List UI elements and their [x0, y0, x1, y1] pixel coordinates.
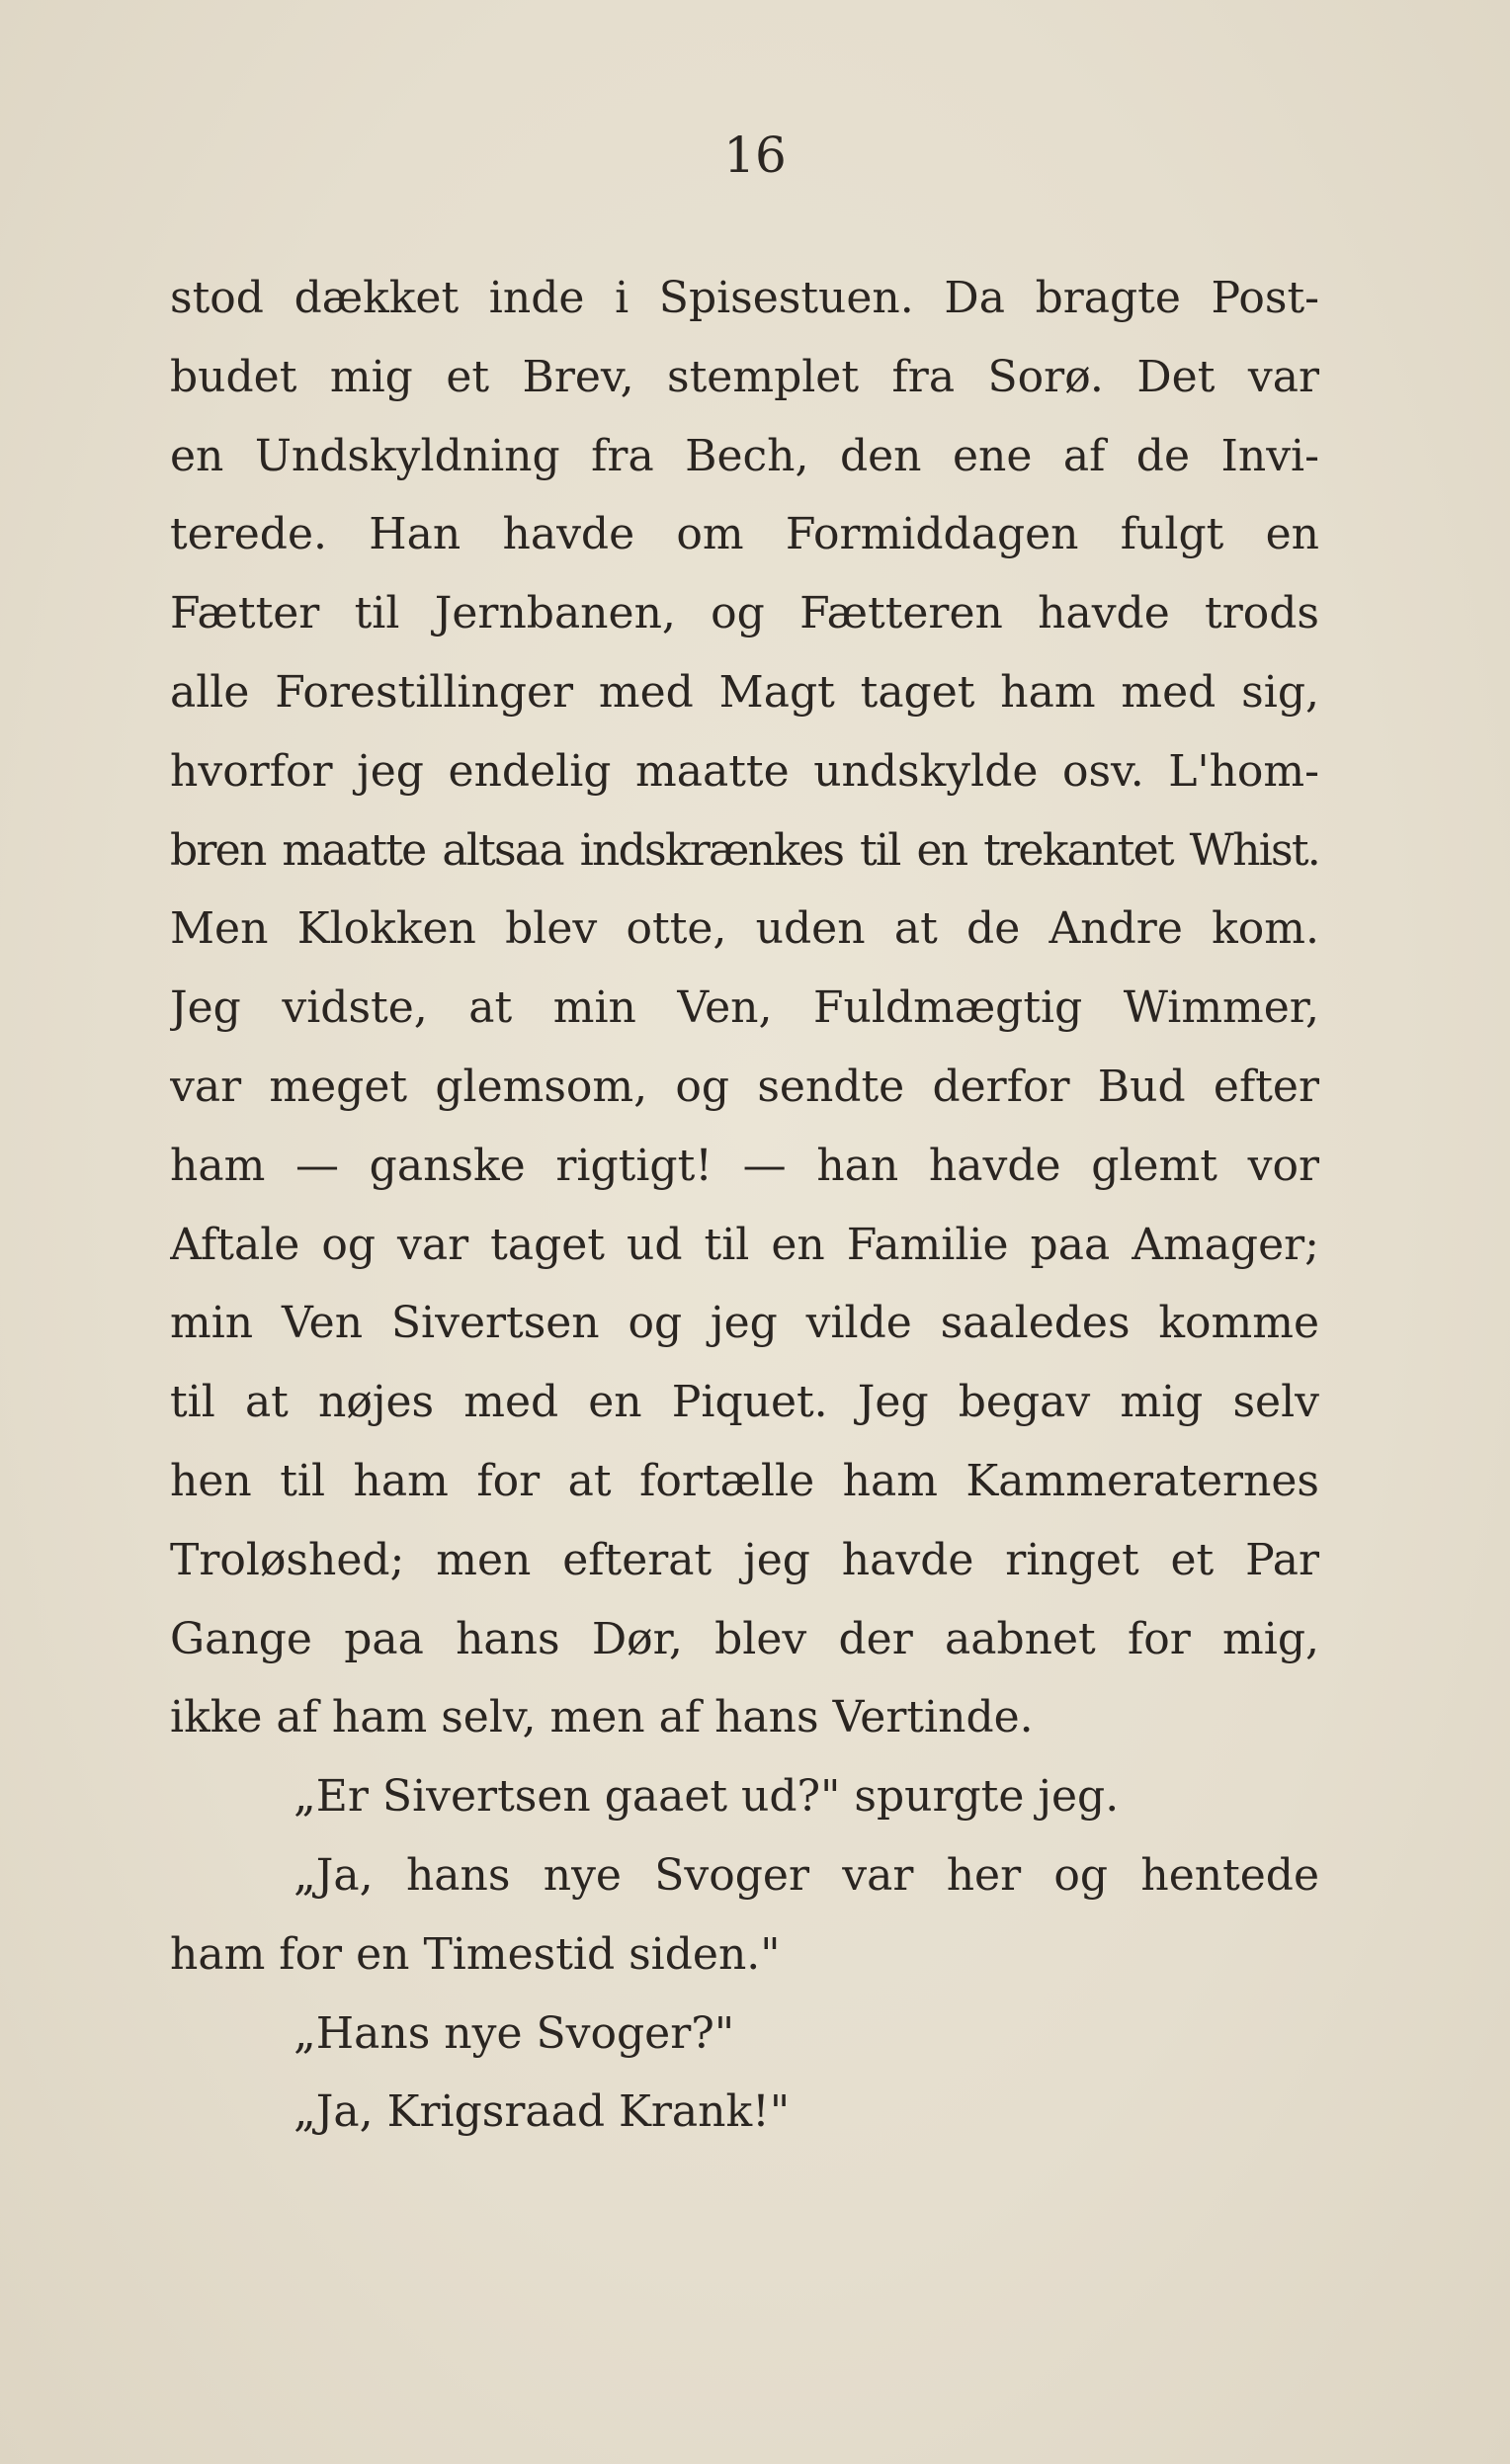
- text-line: min Ven Sivertsen og jeg vilde saaledes komme: [170, 1298, 1319, 1349]
- body-text: [170, 259, 1319, 2152]
- text-line: budet mig et Brev, stemplet fra Sorø. Det var: [170, 351, 1319, 402]
- text-line: en Undskyldning fra Bech, den ene af de Invi-: [170, 430, 1319, 481]
- text-line: hen til ham for at fortælle ham Kammeraternes: [170, 1455, 1319, 1506]
- paragraph: [170, 259, 1319, 1757]
- text-line: Fætter til Jernbanen, og Fætteren havde trods: [170, 588, 1319, 639]
- text-line: „Er Sivertsen gaaet ud?" spurgte jeg.: [294, 1771, 1120, 1823]
- paragraph: [170, 1995, 1319, 2074]
- text-line: Aftale og var taget ud til en Familie paa Amager;: [170, 1219, 1319, 1270]
- paragraph: [170, 2073, 1319, 2152]
- text-line: bren maatte altsaa indskrænkes til en trekantet Whist.: [170, 824, 1319, 876]
- text-line: „Ja, Krigsraad Krank!": [294, 2086, 791, 2138]
- text-line: alle Forestillinger med Magt taget ham med sig,: [170, 666, 1319, 718]
- text-line: var meget glemsom, og sendte derfor Bud efter: [170, 1061, 1319, 1112]
- paragraph: [170, 1836, 1319, 1995]
- text-line: stod dækket inde i Spisestuen. Da bragte Post-: [170, 273, 1319, 323]
- text-line: Gange paa hans Dør, blev der aabnet for mig,: [170, 1613, 1319, 1664]
- page-number: 16: [723, 127, 787, 184]
- text-line: ikke af ham selv, men af hans Vertinde.: [170, 1692, 1034, 1743]
- text-line: hvorfor jeg endelig maatte undskylde osv. L'hom-: [170, 745, 1319, 797]
- text-line: „Ja, hans nye Svoger var her og hentede: [294, 1849, 1319, 1901]
- text-line: Men Klokken blev otte, uden at de Andre kom.: [170, 903, 1319, 955]
- paragraph: [170, 1757, 1319, 1836]
- text-line: ham — ganske rigtigt! — han havde glemt vor: [170, 1140, 1319, 1191]
- text-line: „Hans nye Svoger?": [294, 2007, 735, 2059]
- text-line: Troløshed; men efterat jeg havde ringet et Par: [170, 1534, 1319, 1585]
- text-line: Jeg vidste, at min Ven, Fuldmægtig Wimmer,: [170, 982, 1319, 1034]
- text-line: til at nøjes med en Piquet. Jeg begav mig selv: [170, 1377, 1319, 1428]
- text-line: terede. Han havde om Formiddagen fulgt en: [170, 509, 1319, 560]
- text-line: ham for en Timestid siden.": [170, 1928, 781, 1980]
